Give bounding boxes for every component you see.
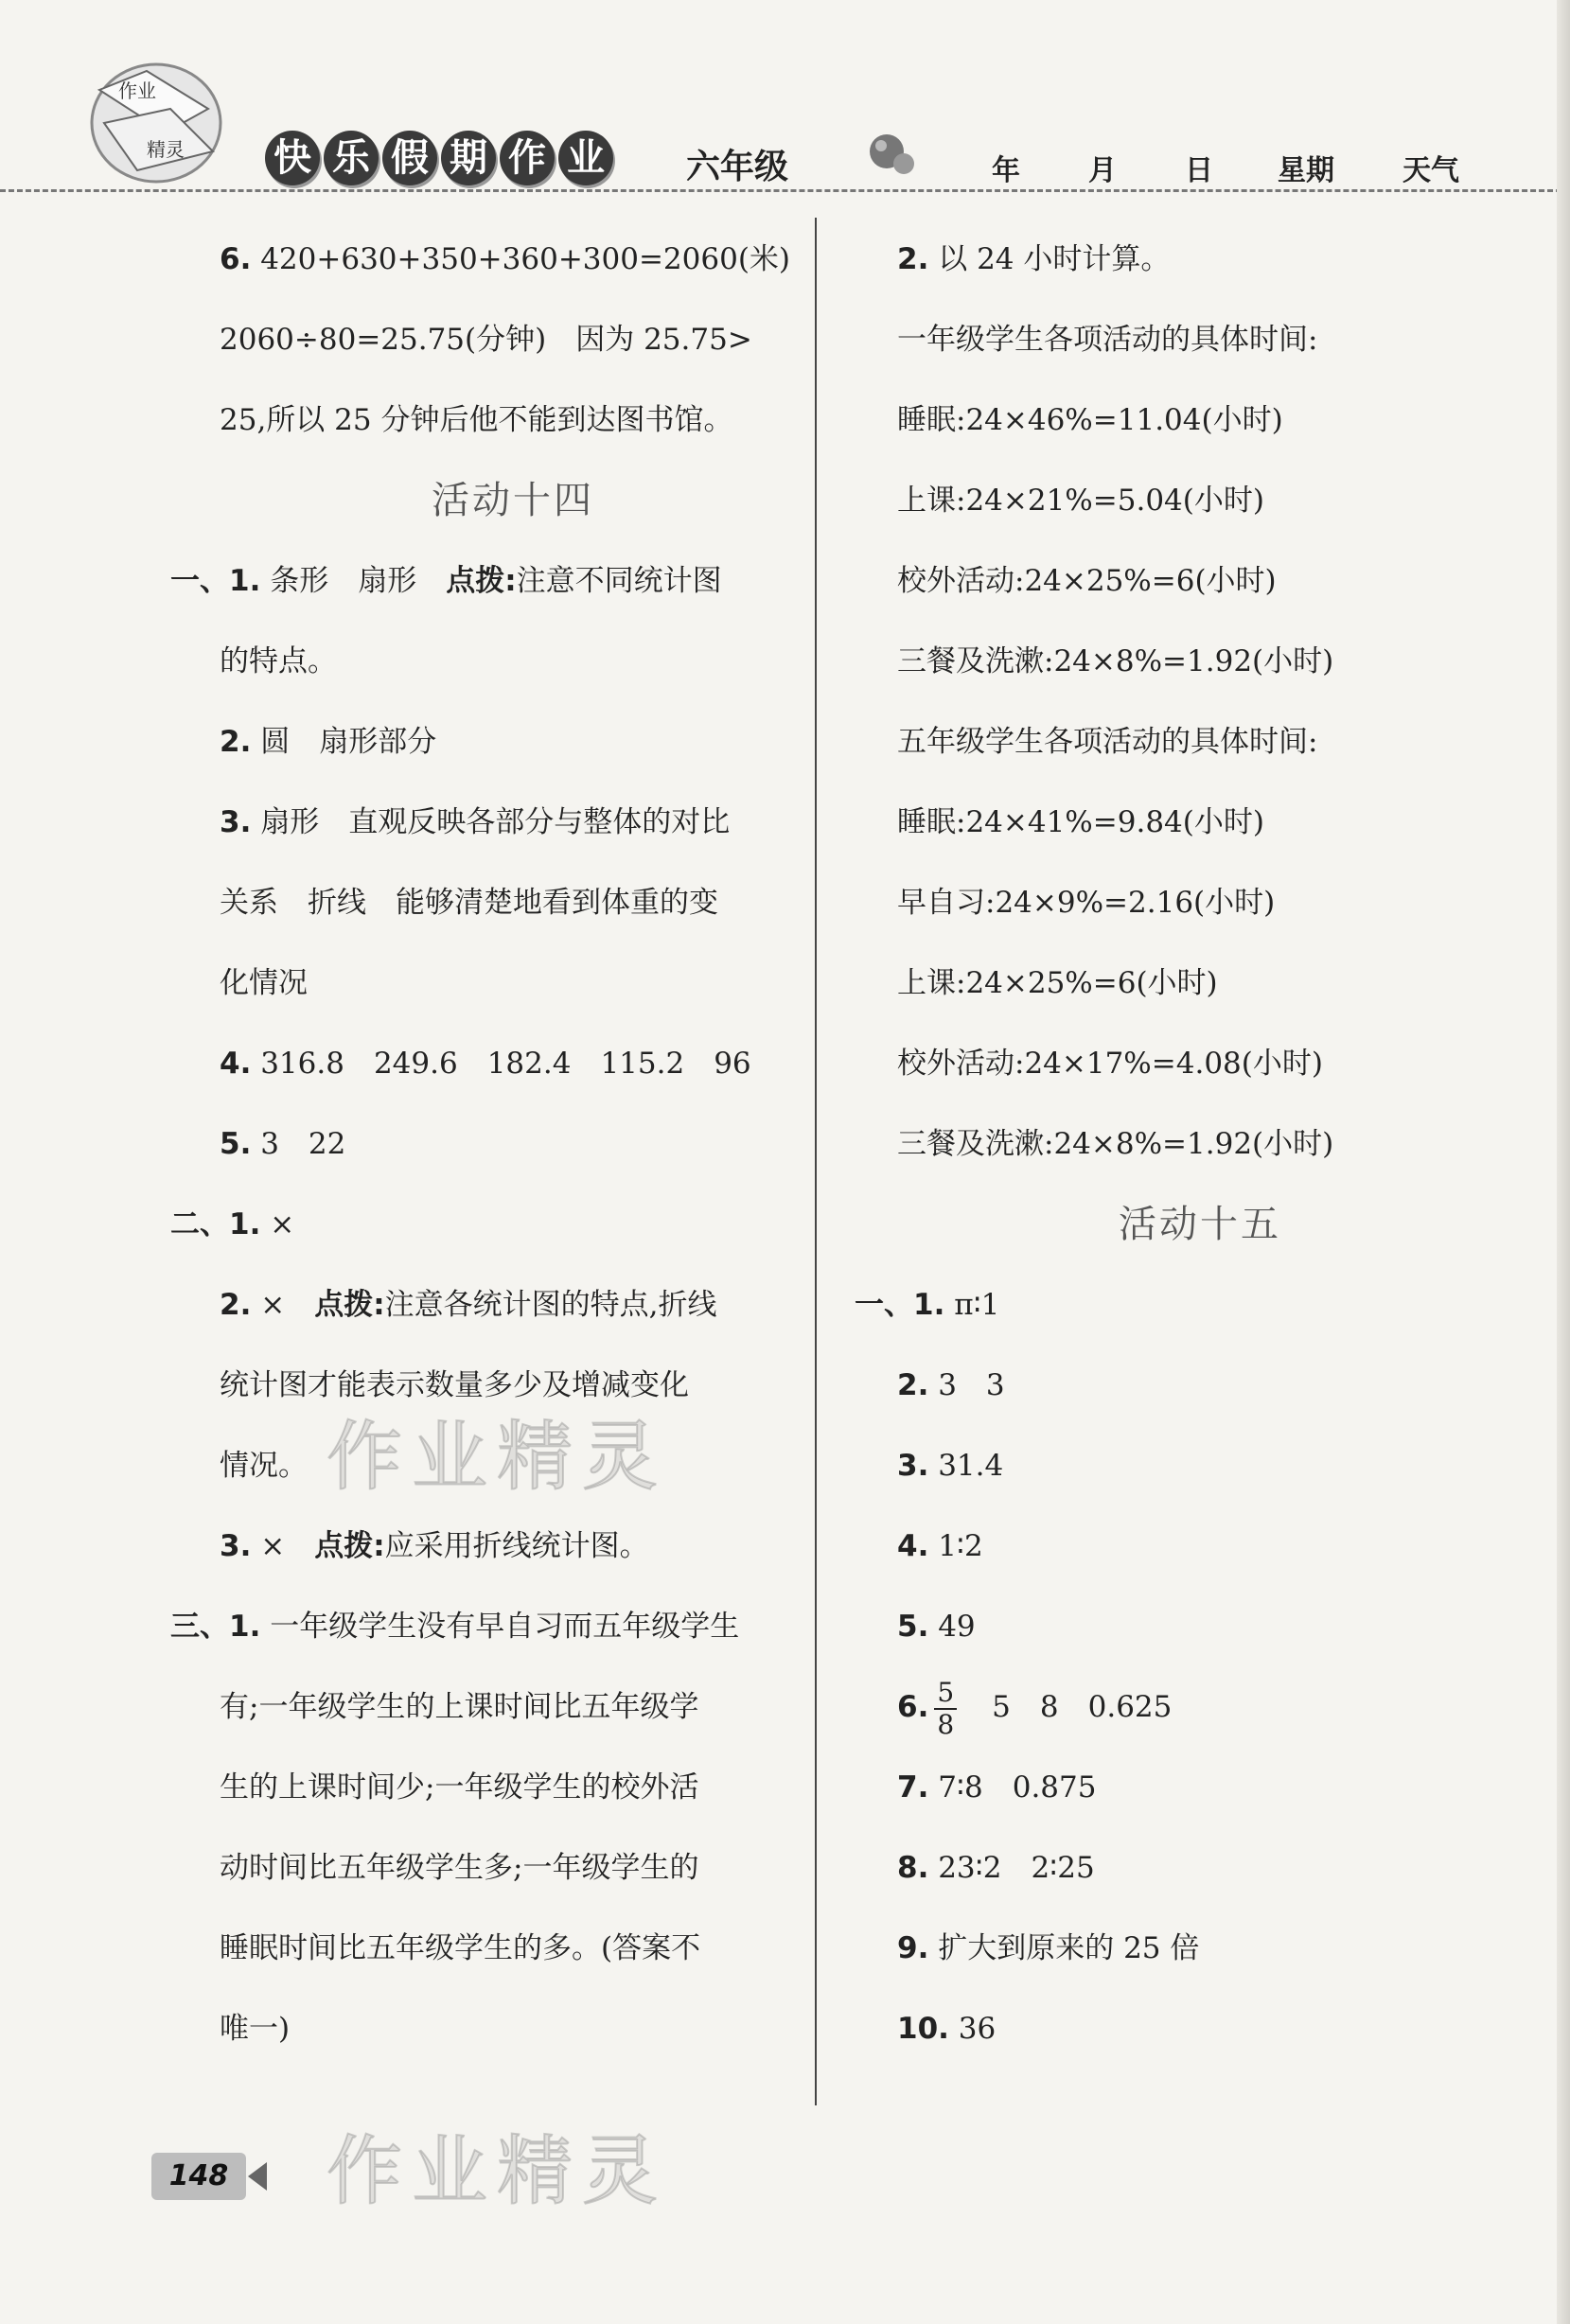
- logo-text-1: 作业: [118, 79, 156, 102]
- answer-text: 唯一): [220, 2012, 291, 2046]
- answer-line: [220, 1909, 806, 1989]
- answer-text: 校外活动:24×17%=4.08(小时): [897, 1047, 1323, 1081]
- answer-text: 25,所以 25 分钟后他不能到达图书馆。: [220, 403, 733, 437]
- header-divider: [0, 189, 1570, 192]
- answer-line: [897, 461, 1503, 541]
- answer-text: 3 3: [928, 1368, 1005, 1402]
- item-number: 7.: [897, 1770, 929, 1805]
- answer-line: [220, 1506, 806, 1587]
- item-number: 三、1.: [170, 1610, 261, 1644]
- weekday-label: 星期: [1278, 154, 1334, 187]
- item-number: 10.: [897, 2012, 949, 2046]
- answer-line: [220, 1104, 806, 1185]
- answer-text: ×: [260, 1207, 295, 1241]
- answer-text: 三餐及洗漱:24×8%=1.92(小时): [897, 1127, 1334, 1161]
- hint-text: 注意不同统计图: [516, 564, 722, 598]
- item-number: 2.: [897, 1368, 929, 1402]
- watermark: 作业精灵: [326, 1413, 667, 1501]
- answer-line: [897, 1989, 1503, 2069]
- watermark: 作业精灵: [326, 2127, 667, 2215]
- answer-line: [897, 1587, 1503, 1667]
- answer-text: 统计图才能表示数量多少及增减变化: [220, 1368, 689, 1402]
- month-label: 月: [1088, 154, 1117, 187]
- answer-line: [220, 1828, 806, 1909]
- item-number: 3.: [220, 1529, 252, 1563]
- page-arrow-icon: [248, 2162, 267, 2191]
- answer-text: 睡眠时间比五年级学生的多。(答案不: [220, 1931, 701, 1965]
- answer-text: 生的上课时间少;一年级学生的校外活: [220, 1770, 699, 1805]
- item-number: 9.: [897, 1931, 929, 1965]
- answer-text: 动时间比五年级学生多;一年级学生的: [220, 1851, 699, 1885]
- title-char: 乐: [324, 131, 379, 185]
- answer-line: [897, 380, 1503, 461]
- answer-line: [897, 1667, 1503, 1748]
- answer-text: 关系 折线 能够清楚地看到体重的变: [220, 886, 718, 920]
- answer-text: 一年级学生没有早自习而五年级学生: [260, 1610, 740, 1644]
- answer-text: 上课:24×25%=6(小时): [897, 966, 1218, 1000]
- item-number: 3.: [897, 1449, 929, 1483]
- answer-line: [170, 1587, 806, 1667]
- page-edge: [1557, 0, 1570, 2324]
- page-number: 148: [151, 2153, 246, 2200]
- hint-label: 点拨:: [314, 1529, 385, 1563]
- answer-text: 情况。: [220, 1449, 308, 1483]
- answer-line: [897, 1828, 1503, 1909]
- answer-text: π∶1: [944, 1288, 1000, 1322]
- answer-line: [220, 702, 806, 783]
- answer-line: [897, 1426, 1503, 1506]
- hint-text: 应采用折线统计图。: [384, 1529, 649, 1563]
- fraction: $\frac{5}{8}$: [934, 1678, 957, 1740]
- answer-text: 扩大到原来的 25 倍: [928, 1931, 1200, 1965]
- globe-icon: [866, 128, 918, 180]
- answer-text: 1∶2: [928, 1529, 983, 1563]
- item-number: 4.: [897, 1529, 929, 1563]
- answer-text: 扇形 直观反映各部分与整体的对比: [251, 805, 731, 839]
- answer-text: 五年级学生各项活动的具体时间:: [897, 725, 1318, 759]
- answer-text: 36: [948, 2012, 997, 2046]
- item-number: 6.: [220, 242, 252, 276]
- item-number: 一、1.: [170, 564, 261, 598]
- answer-line: [220, 1989, 806, 2069]
- item-number: 一、1.: [855, 1288, 945, 1322]
- homework-elf-logo: [80, 52, 222, 194]
- answer-text: 睡眠:24×41%=9.84(小时): [897, 805, 1264, 839]
- item-number: 3.: [220, 805, 252, 839]
- answer-text: 420+630+350+360+300=2060(米): [251, 242, 791, 276]
- hint-label: 点拨:: [446, 564, 517, 598]
- logo-text-2: 精灵: [147, 138, 185, 161]
- answer-line: [220, 220, 806, 300]
- day-label: 日: [1185, 154, 1213, 187]
- title-char: 业: [558, 131, 613, 185]
- weather-label: 天气: [1402, 154, 1459, 187]
- item-number: 二、1.: [170, 1207, 261, 1241]
- book-title: [265, 131, 613, 185]
- year-label: 年: [992, 154, 1020, 187]
- item-number: 8.: [897, 1851, 929, 1885]
- section-title: 活动十四: [432, 479, 594, 522]
- answer-line: [170, 1185, 806, 1265]
- answer-text: 5 8 0.625: [962, 1690, 1173, 1724]
- left-column: [170, 220, 806, 2069]
- answer-line: [897, 863, 1503, 943]
- answer-line: [220, 1748, 806, 1828]
- answer-line: [220, 1667, 806, 1748]
- item-number: 2.: [897, 242, 929, 276]
- answer-text: 上课:24×21%=5.04(小时): [897, 484, 1264, 518]
- answer-text: 三餐及洗漱:24×8%=1.92(小时): [897, 644, 1334, 678]
- answer-text: 条形 扇形: [260, 564, 447, 598]
- answer-text: 23∶2 2∶25: [928, 1851, 1095, 1885]
- answer-text: 校外活动:24×25%=6(小时): [897, 564, 1277, 598]
- answer-line: [220, 380, 806, 461]
- answer-line: [897, 1104, 1503, 1185]
- answer-line: [220, 863, 806, 943]
- answer-line: [897, 1506, 1503, 1587]
- item-number: 2.: [220, 725, 252, 759]
- answer-line: [897, 300, 1503, 380]
- answer-text: ×: [251, 1288, 315, 1322]
- grade-label: 六年级: [686, 148, 789, 186]
- item-number: 2.: [220, 1288, 252, 1322]
- answer-line: [897, 783, 1503, 863]
- answer-line: [897, 702, 1503, 783]
- answer-text: 一年级学生各项活动的具体时间:: [897, 323, 1318, 357]
- answer-line: [897, 1909, 1503, 1989]
- item-number: 4.: [220, 1047, 252, 1081]
- answer-text: ×: [251, 1529, 315, 1563]
- title-char: 作: [500, 131, 555, 185]
- answer-text: 3 22: [251, 1127, 346, 1161]
- title-char: 假: [382, 131, 437, 185]
- answer-text: 早自习:24×9%=2.16(小时): [897, 886, 1276, 920]
- answer-text: 圆 扇形部分: [251, 725, 437, 759]
- answer-line: [170, 541, 806, 622]
- answer-text: 以 24 小时计算。: [928, 242, 1171, 276]
- answer-text: 有;一年级学生的上课时间比五年级学: [220, 1690, 699, 1724]
- title-char: 期: [441, 131, 496, 185]
- answer-line: [897, 943, 1503, 1024]
- hint-text: 注意各统计图的特点,折线: [384, 1288, 717, 1322]
- section-title: 活动十五: [1119, 1203, 1281, 1246]
- answer-text: 化情况: [220, 966, 308, 1000]
- page-header: [0, 0, 1570, 199]
- answer-line: [897, 1748, 1503, 1828]
- hint-label: 点拨:: [314, 1288, 385, 1322]
- answer-text: 49: [928, 1610, 976, 1644]
- item-number: 5.: [220, 1127, 252, 1161]
- right-column: [855, 220, 1503, 2069]
- item-number: 6.: [897, 1690, 929, 1724]
- item-number: 5.: [897, 1610, 929, 1644]
- answer-line: [220, 783, 806, 863]
- answer-line: [220, 943, 806, 1024]
- answer-text: 31.4: [928, 1449, 1004, 1483]
- answer-line: [897, 220, 1503, 300]
- answer-line: [220, 622, 806, 702]
- answer-line: [220, 1024, 806, 1104]
- column-divider: [815, 218, 817, 2105]
- answer-line: [897, 1024, 1503, 1104]
- answer-text: 2060÷80=25.75(分钟) 因为 25.75>: [220, 323, 752, 357]
- answer-line: [897, 541, 1503, 622]
- answer-line: [855, 1265, 1503, 1346]
- answer-line: [220, 300, 806, 380]
- answer-line: [897, 622, 1503, 702]
- answer-line: [220, 1265, 806, 1346]
- answer-text: 316.8 249.6 182.4 115.2 96: [251, 1047, 751, 1081]
- title-char: 快: [265, 131, 320, 185]
- answer-line: [897, 1346, 1503, 1426]
- answer-text: 的特点。: [220, 644, 337, 678]
- answer-text: 睡眠:24×46%=11.04(小时): [897, 403, 1283, 437]
- answer-text: 7∶8 0.875: [928, 1770, 1097, 1805]
